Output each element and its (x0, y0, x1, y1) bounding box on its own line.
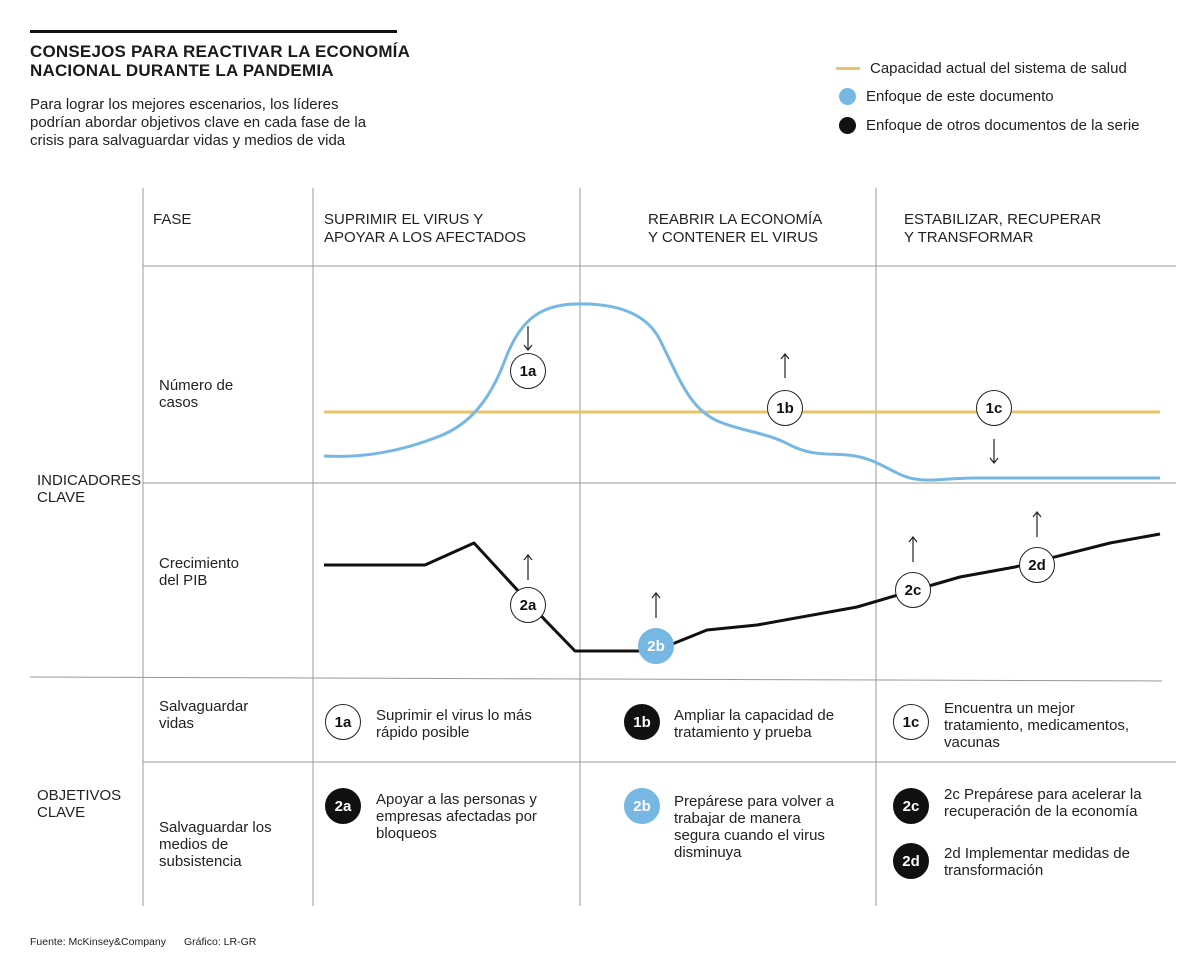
marker-2a: 2a (510, 587, 546, 623)
objective-line: tratamiento, medicamentos, (944, 717, 1130, 734)
objective-badge-2a: 2a (325, 788, 361, 824)
label-line: CLAVE (37, 489, 86, 506)
phase-header-line: Y CONTENER EL VIRUS (648, 229, 819, 246)
objective-line: Encuentra un mejor (944, 700, 1075, 717)
objective-line: empresas afectadas por (376, 808, 537, 825)
objective-line: rápido posible (376, 724, 470, 741)
objective-line: recuperación de la economía (944, 803, 1138, 820)
label-line: INDICADORES (37, 472, 142, 489)
label-line: medios de (159, 836, 229, 853)
objective-badge-2c: 2c (893, 788, 929, 824)
objective-line: Prepárese para volver a (674, 793, 835, 810)
safeguard-lives-label (159, 698, 248, 732)
phase-header-3 (904, 211, 1101, 247)
marker-2b: 2b (638, 628, 674, 664)
marker-2d: 2d (1019, 547, 1055, 583)
phase-label: FASE (153, 211, 192, 228)
phase-header-2 (648, 211, 822, 247)
objective-text-1a (376, 707, 532, 741)
label-line: Número de (159, 377, 234, 394)
page-title: CONSEJOS PARA REACTIVAR LA ECONOMÍA NACIONAL DURANTE LA PANDEMIA (30, 42, 410, 80)
objective-text-1b (674, 707, 834, 741)
objective-line: bloqueos (376, 825, 437, 842)
label-line: Salvaguardar los (159, 819, 272, 836)
objective-text-1c (944, 700, 1129, 751)
objective-text-2b (674, 793, 834, 861)
legend-label: Capacidad actual del sistema de salud (870, 59, 1127, 77)
arrow-up-icon (652, 593, 660, 618)
objective-text-2c (944, 786, 1142, 820)
objective-badge-2d: 2d (893, 843, 929, 879)
marker-1a: 1a (510, 353, 546, 389)
objective-line: 2d Implementar medidas de (944, 845, 1130, 862)
arrow-down-icon (990, 439, 998, 463)
marker-1c: 1c (976, 390, 1012, 426)
label-line: Crecimiento (159, 555, 240, 572)
objective-line: Ampliar la capacidad de (674, 707, 835, 724)
objective-line: segura cuando el virus (674, 827, 825, 844)
objective-text-2a (376, 791, 537, 842)
grid-line (30, 677, 1162, 681)
safeguard-livelihoods-label (159, 819, 272, 870)
phase-header-line: REABRIR LA ECONOMÍA (648, 211, 823, 228)
gdp-label (159, 555, 239, 589)
indicators-group-label (37, 472, 141, 506)
label-line: casos (159, 394, 199, 411)
arrow-up-icon (1033, 512, 1041, 537)
label-line: CLAVE (37, 804, 86, 821)
arrow-up-icon (909, 537, 917, 562)
phase-header-line: ESTABILIZAR, RECUPERAR (904, 211, 1102, 228)
objective-line: Apoyar a las personas y (376, 791, 537, 808)
objective-text-2d (944, 845, 1130, 879)
arrow-up-icon (524, 555, 532, 580)
objective-line: 2c Prepárese para acelerar la (944, 786, 1142, 803)
objective-line: transformación (944, 862, 1044, 879)
marker-2c: 2c (895, 572, 931, 608)
label-line: del PIB (159, 572, 208, 589)
label-line: vidas (159, 715, 195, 732)
phase-header-line: SUPRIMIR EL VIRUS Y (324, 211, 484, 228)
objective-badge-1b: 1b (624, 704, 660, 740)
objective-badge-1a: 1a (325, 704, 361, 740)
objective-badge-1c: 1c (893, 704, 929, 740)
marker-1b: 1b (767, 390, 803, 426)
phase-header-line: Y TRANSFORMAR (904, 229, 1034, 246)
arrow-down-icon (524, 326, 532, 350)
objectives-group-label (37, 787, 121, 821)
label-line: subsistencia (159, 853, 242, 870)
objective-line: tratamiento y prueba (674, 724, 812, 741)
objective-line: vacunas (944, 734, 1000, 751)
phase-header-1 (324, 211, 526, 247)
arrow-up-icon (781, 354, 789, 378)
label-line: OBJETIVOS (37, 787, 122, 804)
source-credit: Fuente: McKinsey&Company (30, 936, 166, 948)
objective-line: trabajar de manera (674, 810, 801, 827)
legend-label: Enfoque de este documento (866, 87, 1054, 105)
phase-header-line: APOYAR A LOS AFECTADOS (324, 229, 527, 246)
objective-line: Suprimir el virus lo más (376, 707, 532, 724)
subtitle: Para lograr los mejores escenarios, los líderes podrían abordar objetivos clave en cada fase de la crisis para salvaguardar vidas y medios de vida (30, 96, 367, 149)
cases-label (159, 377, 233, 411)
label-line: Salvaguardar (159, 698, 249, 715)
objective-line: disminuya (674, 844, 742, 861)
objective-badge-2b: 2b (624, 788, 660, 824)
graphic-credit: Gráfico: LR-GR (184, 936, 257, 948)
legend-label: Enfoque de otros documentos de la serie (866, 116, 1140, 134)
cases-curve (324, 304, 1160, 480)
